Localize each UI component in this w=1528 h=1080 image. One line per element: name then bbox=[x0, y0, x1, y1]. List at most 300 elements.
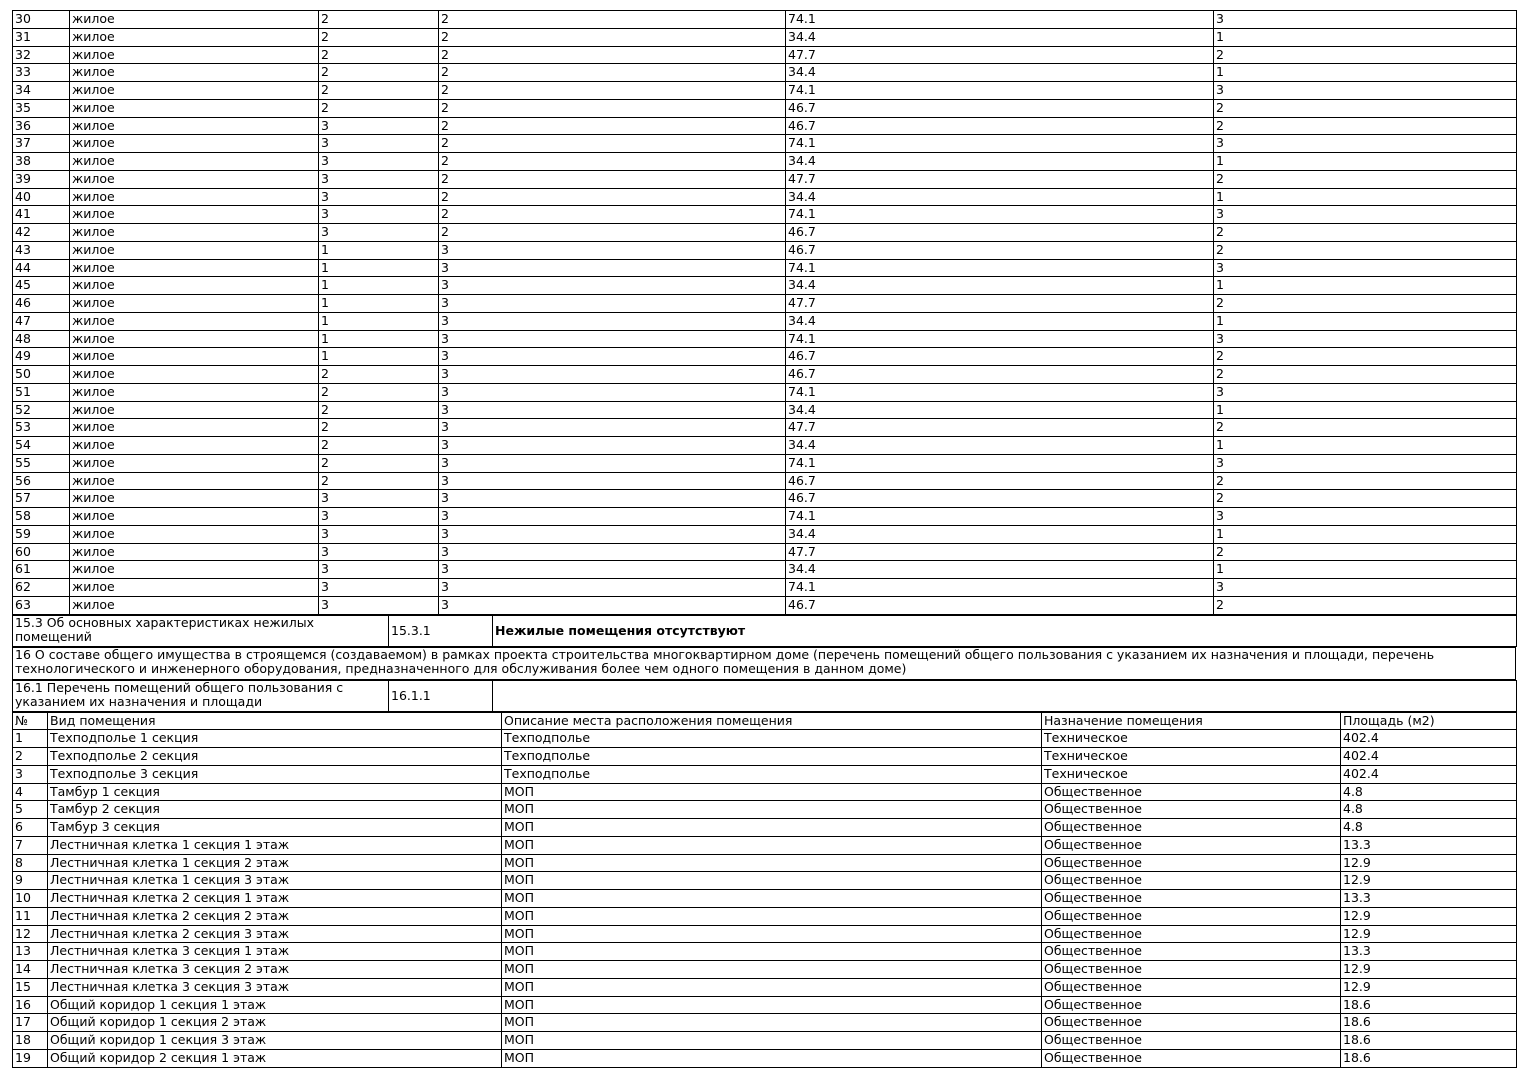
apartment-rooms: 3 bbox=[1214, 454, 1517, 472]
table-row bbox=[13, 330, 1517, 348]
table-row bbox=[13, 872, 1517, 890]
room-area: 13.3 bbox=[1341, 943, 1517, 961]
apartment-rooms: 2 bbox=[1214, 99, 1517, 117]
apartments-table-body bbox=[13, 11, 1517, 615]
room-number: 5 bbox=[13, 801, 48, 819]
apartment-section: 2 bbox=[319, 437, 439, 455]
room-type: Тамбур 2 секция bbox=[48, 801, 502, 819]
apartment-number: 50 bbox=[13, 366, 70, 384]
apartment-area: 34.4 bbox=[786, 561, 1214, 579]
apartment-section: 2 bbox=[319, 454, 439, 472]
apartment-section: 3 bbox=[319, 596, 439, 614]
apartment-floor: 3 bbox=[439, 330, 786, 348]
table-row bbox=[13, 1014, 1517, 1032]
apartment-rooms: 3 bbox=[1214, 259, 1517, 277]
room-number: 3 bbox=[13, 765, 48, 783]
room-purpose: Общественное bbox=[1042, 890, 1341, 908]
apartment-floor: 3 bbox=[439, 561, 786, 579]
table-row bbox=[13, 579, 1517, 597]
apartment-section: 3 bbox=[319, 508, 439, 526]
apartment-area: 74.1 bbox=[786, 579, 1214, 597]
apartment-area: 74.1 bbox=[786, 11, 1214, 29]
apartment-number: 32 bbox=[13, 46, 70, 64]
table-row bbox=[13, 99, 1517, 117]
table-row bbox=[13, 348, 1517, 366]
table-row bbox=[13, 28, 1517, 46]
apartment-number: 57 bbox=[13, 490, 70, 508]
apartment-area: 74.1 bbox=[786, 508, 1214, 526]
apartment-purpose: жилое bbox=[70, 454, 319, 472]
apartment-floor: 3 bbox=[439, 454, 786, 472]
room-location: МОП bbox=[502, 1049, 1042, 1067]
room-area: 18.6 bbox=[1341, 1049, 1517, 1067]
apartment-number: 58 bbox=[13, 508, 70, 526]
apartment-floor: 2 bbox=[439, 153, 786, 171]
room-purpose: Общественное bbox=[1042, 1032, 1341, 1050]
apartment-area: 74.1 bbox=[786, 454, 1214, 472]
common-rooms-header-row bbox=[13, 712, 1517, 730]
table-row bbox=[13, 907, 1517, 925]
apartment-purpose: жилое bbox=[70, 117, 319, 135]
header-area: Площадь (м2) bbox=[1341, 712, 1517, 730]
room-number: 4 bbox=[13, 783, 48, 801]
room-purpose: Техническое bbox=[1042, 748, 1341, 766]
section-15-3-label: 15.3 Об основных характеристиках нежилых помещений bbox=[13, 615, 389, 646]
room-purpose: Общественное bbox=[1042, 836, 1341, 854]
room-area: 18.6 bbox=[1341, 1014, 1517, 1032]
apartment-floor: 3 bbox=[439, 277, 786, 295]
table-row bbox=[13, 543, 1517, 561]
apartment-floor: 3 bbox=[439, 525, 786, 543]
apartment-area: 34.4 bbox=[786, 28, 1214, 46]
apartment-rooms: 2 bbox=[1214, 295, 1517, 313]
apartment-floor: 3 bbox=[439, 508, 786, 526]
apartment-rooms: 1 bbox=[1214, 561, 1517, 579]
table-row bbox=[13, 454, 1517, 472]
room-number: 14 bbox=[13, 961, 48, 979]
apartment-purpose: жилое bbox=[70, 366, 319, 384]
apartment-area: 46.7 bbox=[786, 241, 1214, 259]
apartment-rooms: 2 bbox=[1214, 241, 1517, 259]
apartment-section: 1 bbox=[319, 259, 439, 277]
apartment-purpose: жилое bbox=[70, 579, 319, 597]
table-row bbox=[13, 135, 1517, 153]
apartment-purpose: жилое bbox=[70, 188, 319, 206]
room-location: МОП bbox=[502, 1032, 1042, 1050]
apartment-number: 34 bbox=[13, 82, 70, 100]
apartment-rooms: 3 bbox=[1214, 383, 1517, 401]
room-location: МОП bbox=[502, 978, 1042, 996]
room-type: Общий коридор 2 секция 1 этаж bbox=[48, 1049, 502, 1067]
apartment-purpose: жилое bbox=[70, 543, 319, 561]
apartment-area: 46.7 bbox=[786, 596, 1214, 614]
room-number: 12 bbox=[13, 925, 48, 943]
apartment-section: 3 bbox=[319, 153, 439, 171]
table-row bbox=[13, 748, 1517, 766]
apartment-floor: 3 bbox=[439, 419, 786, 437]
apartment-section: 2 bbox=[319, 401, 439, 419]
apartment-area: 34.4 bbox=[786, 153, 1214, 171]
apartment-number: 31 bbox=[13, 28, 70, 46]
apartment-area: 46.7 bbox=[786, 472, 1214, 490]
apartment-number: 41 bbox=[13, 206, 70, 224]
apartment-purpose: жилое bbox=[70, 241, 319, 259]
table-row bbox=[13, 188, 1517, 206]
room-type: Лестничная клетка 2 секция 2 этаж bbox=[48, 907, 502, 925]
apartment-section: 2 bbox=[319, 419, 439, 437]
room-area: 4.8 bbox=[1341, 801, 1517, 819]
table-row bbox=[13, 419, 1517, 437]
apartment-rooms: 1 bbox=[1214, 64, 1517, 82]
common-rooms-table-body bbox=[13, 730, 1517, 1067]
apartment-number: 44 bbox=[13, 259, 70, 277]
apartment-purpose: жилое bbox=[70, 99, 319, 117]
table-row bbox=[13, 206, 1517, 224]
apartment-section: 3 bbox=[319, 490, 439, 508]
apartment-section: 2 bbox=[319, 64, 439, 82]
apartment-number: 30 bbox=[13, 11, 70, 29]
apartment-rooms: 2 bbox=[1214, 46, 1517, 64]
table-row bbox=[13, 836, 1517, 854]
apartment-purpose: жилое bbox=[70, 46, 319, 64]
apartment-section: 1 bbox=[319, 295, 439, 313]
apartment-area: 74.1 bbox=[786, 135, 1214, 153]
apartment-section: 1 bbox=[319, 277, 439, 295]
table-row bbox=[13, 117, 1517, 135]
room-type: Тамбур 3 секция bbox=[48, 819, 502, 837]
room-number: 11 bbox=[13, 907, 48, 925]
table-row bbox=[13, 82, 1517, 100]
room-number: 7 bbox=[13, 836, 48, 854]
apartment-floor: 3 bbox=[439, 596, 786, 614]
apartment-rooms: 1 bbox=[1214, 188, 1517, 206]
room-number: 16 bbox=[13, 996, 48, 1014]
apartment-rooms: 1 bbox=[1214, 401, 1517, 419]
header-purpose: Назначение помещения bbox=[1042, 712, 1341, 730]
apartment-rooms: 1 bbox=[1214, 277, 1517, 295]
table-row bbox=[13, 383, 1517, 401]
room-location: МОП bbox=[502, 890, 1042, 908]
apartment-rooms: 3 bbox=[1214, 206, 1517, 224]
table-row bbox=[13, 925, 1517, 943]
apartment-purpose: жилое bbox=[70, 490, 319, 508]
apartment-purpose: жилое bbox=[70, 330, 319, 348]
apartment-purpose: жилое bbox=[70, 401, 319, 419]
apartment-purpose: жилое bbox=[70, 135, 319, 153]
apartment-number: 42 bbox=[13, 224, 70, 242]
apartment-area: 74.1 bbox=[786, 383, 1214, 401]
apartment-number: 52 bbox=[13, 401, 70, 419]
apartment-floor: 3 bbox=[439, 383, 786, 401]
apartment-rooms: 3 bbox=[1214, 135, 1517, 153]
apartment-area: 46.7 bbox=[786, 99, 1214, 117]
table-row bbox=[13, 765, 1517, 783]
apartment-number: 46 bbox=[13, 295, 70, 313]
apartment-floor: 3 bbox=[439, 490, 786, 508]
apartment-floor: 2 bbox=[439, 224, 786, 242]
apartment-floor: 3 bbox=[439, 579, 786, 597]
apartment-number: 33 bbox=[13, 64, 70, 82]
room-purpose: Общественное bbox=[1042, 1049, 1341, 1067]
table-row bbox=[13, 490, 1517, 508]
header-number: № bbox=[13, 712, 48, 730]
room-area: 13.3 bbox=[1341, 836, 1517, 854]
apartment-number: 60 bbox=[13, 543, 70, 561]
apartment-purpose: жилое bbox=[70, 561, 319, 579]
table-row bbox=[13, 241, 1517, 259]
room-purpose: Общественное bbox=[1042, 943, 1341, 961]
apartment-section: 3 bbox=[319, 224, 439, 242]
apartment-area: 74.1 bbox=[786, 330, 1214, 348]
apartment-purpose: жилое bbox=[70, 348, 319, 366]
apartment-area: 46.7 bbox=[786, 348, 1214, 366]
apartment-number: 40 bbox=[13, 188, 70, 206]
room-area: 12.9 bbox=[1341, 978, 1517, 996]
room-type: Техподполье 2 секция bbox=[48, 748, 502, 766]
table-row bbox=[13, 1032, 1517, 1050]
apartment-number: 43 bbox=[13, 241, 70, 259]
apartment-number: 62 bbox=[13, 579, 70, 597]
section-16-text: 16 О составе общего имущества в строящемся (создаваемом) в рамках проекта строительства многоквартирном доме (перечень помещений общего пользования с указанием их назначения и площади, перечень технологического и инженерного оборудования, предназначенного для обслуживания более чем одного помещения в данном доме) bbox=[13, 647, 1516, 679]
room-number: 13 bbox=[13, 943, 48, 961]
table-row bbox=[13, 224, 1517, 242]
apartment-rooms: 2 bbox=[1214, 419, 1517, 437]
apartment-number: 53 bbox=[13, 419, 70, 437]
apartment-section: 3 bbox=[319, 543, 439, 561]
room-type: Техподполье 1 секция bbox=[48, 730, 502, 748]
apartment-area: 74.1 bbox=[786, 259, 1214, 277]
apartment-purpose: жилое bbox=[70, 596, 319, 614]
apartment-section: 3 bbox=[319, 525, 439, 543]
apartment-area: 47.7 bbox=[786, 543, 1214, 561]
apartment-section: 3 bbox=[319, 170, 439, 188]
apartment-floor: 3 bbox=[439, 259, 786, 277]
apartment-rooms: 3 bbox=[1214, 82, 1517, 100]
apartment-rooms: 2 bbox=[1214, 117, 1517, 135]
room-area: 402.4 bbox=[1341, 730, 1517, 748]
room-purpose: Общественное bbox=[1042, 961, 1341, 979]
room-location: МОП bbox=[502, 996, 1042, 1014]
room-number: 9 bbox=[13, 872, 48, 890]
table-row bbox=[13, 996, 1517, 1014]
apartment-section: 2 bbox=[319, 366, 439, 384]
room-purpose: Техническое bbox=[1042, 730, 1341, 748]
table-row bbox=[13, 401, 1517, 419]
apartment-area: 34.4 bbox=[786, 401, 1214, 419]
apartment-area: 34.4 bbox=[786, 437, 1214, 455]
section-16-1-value bbox=[493, 680, 1517, 711]
apartment-section: 2 bbox=[319, 28, 439, 46]
room-number: 18 bbox=[13, 1032, 48, 1050]
room-number: 2 bbox=[13, 748, 48, 766]
table-row bbox=[13, 437, 1517, 455]
table-row bbox=[13, 943, 1517, 961]
room-area: 402.4 bbox=[1341, 748, 1517, 766]
section-15-3-table bbox=[12, 615, 1517, 647]
room-location: МОП bbox=[502, 1014, 1042, 1032]
apartment-number: 51 bbox=[13, 383, 70, 401]
table-row bbox=[13, 596, 1517, 614]
apartment-number: 39 bbox=[13, 170, 70, 188]
apartment-section: 3 bbox=[319, 135, 439, 153]
apartment-floor: 3 bbox=[439, 366, 786, 384]
apartment-section: 2 bbox=[319, 11, 439, 29]
room-area: 12.9 bbox=[1341, 872, 1517, 890]
room-type: Общий коридор 1 секция 2 этаж bbox=[48, 1014, 502, 1032]
apartment-number: 45 bbox=[13, 277, 70, 295]
table-row bbox=[13, 561, 1517, 579]
apartment-rooms: 2 bbox=[1214, 366, 1517, 384]
table-row bbox=[13, 312, 1517, 330]
table-row bbox=[13, 472, 1517, 490]
apartment-number: 48 bbox=[13, 330, 70, 348]
apartment-purpose: жилое bbox=[70, 28, 319, 46]
table-row bbox=[13, 890, 1517, 908]
apartment-area: 34.4 bbox=[786, 277, 1214, 295]
apartment-number: 35 bbox=[13, 99, 70, 117]
room-purpose: Общественное bbox=[1042, 1014, 1341, 1032]
room-purpose: Общественное bbox=[1042, 854, 1341, 872]
header-location: Описание места расположения помещения bbox=[502, 712, 1042, 730]
section-16-table bbox=[12, 647, 1516, 680]
room-area: 18.6 bbox=[1341, 1032, 1517, 1050]
apartment-rooms: 2 bbox=[1214, 472, 1517, 490]
apartment-section: 3 bbox=[319, 579, 439, 597]
section-16-1-label: 16.1 Перечень помещений общего пользования с указанием их назначения и площади bbox=[13, 680, 389, 711]
apartment-floor: 3 bbox=[439, 295, 786, 313]
apartment-floor: 2 bbox=[439, 99, 786, 117]
room-area: 18.6 bbox=[1341, 996, 1517, 1014]
room-purpose: Общественное bbox=[1042, 996, 1341, 1014]
room-number: 1 bbox=[13, 730, 48, 748]
room-area: 402.4 bbox=[1341, 765, 1517, 783]
table-row bbox=[13, 11, 1517, 29]
room-purpose: Техническое bbox=[1042, 765, 1341, 783]
table-row bbox=[13, 277, 1517, 295]
room-purpose: Общественное bbox=[1042, 925, 1341, 943]
apartment-floor: 3 bbox=[439, 401, 786, 419]
section-15-3-row bbox=[13, 615, 1517, 646]
apartment-purpose: жилое bbox=[70, 153, 319, 171]
apartment-section: 1 bbox=[319, 348, 439, 366]
apartment-rooms: 3 bbox=[1214, 11, 1517, 29]
room-number: 17 bbox=[13, 1014, 48, 1032]
apartment-number: 36 bbox=[13, 117, 70, 135]
room-type: Техподполье 3 секция bbox=[48, 765, 502, 783]
apartment-area: 74.1 bbox=[786, 206, 1214, 224]
room-number: 19 bbox=[13, 1049, 48, 1067]
table-row bbox=[13, 961, 1517, 979]
apartment-floor: 2 bbox=[439, 188, 786, 206]
apartment-section: 3 bbox=[319, 206, 439, 224]
apartment-section: 1 bbox=[319, 241, 439, 259]
apartment-rooms: 1 bbox=[1214, 525, 1517, 543]
apartment-section: 3 bbox=[319, 117, 439, 135]
apartment-purpose: жилое bbox=[70, 525, 319, 543]
room-location: МОП bbox=[502, 836, 1042, 854]
apartment-rooms: 3 bbox=[1214, 579, 1517, 597]
apartment-number: 38 bbox=[13, 153, 70, 171]
apartment-number: 63 bbox=[13, 596, 70, 614]
room-location: МОП bbox=[502, 943, 1042, 961]
apartment-number: 49 bbox=[13, 348, 70, 366]
apartment-purpose: жилое bbox=[70, 224, 319, 242]
apartment-floor: 3 bbox=[439, 312, 786, 330]
section-15-3-code: 15.3.1 bbox=[389, 615, 493, 646]
table-row bbox=[13, 525, 1517, 543]
apartment-area: 47.7 bbox=[786, 170, 1214, 188]
section-16-1-row bbox=[13, 680, 1517, 711]
section-15-3-value: Нежилые помещения отсутствуют bbox=[493, 615, 1517, 646]
apartment-floor: 2 bbox=[439, 135, 786, 153]
apartment-floor: 2 bbox=[439, 206, 786, 224]
room-type: Лестничная клетка 2 секция 1 этаж bbox=[48, 890, 502, 908]
document-page bbox=[12, 10, 1516, 1068]
apartment-rooms: 1 bbox=[1214, 312, 1517, 330]
room-type: Общий коридор 1 секция 1 этаж bbox=[48, 996, 502, 1014]
apartment-area: 46.7 bbox=[786, 224, 1214, 242]
apartment-number: 37 bbox=[13, 135, 70, 153]
room-location: МОП bbox=[502, 783, 1042, 801]
room-purpose: Общественное bbox=[1042, 801, 1341, 819]
apartment-rooms: 1 bbox=[1214, 28, 1517, 46]
room-purpose: Общественное bbox=[1042, 819, 1341, 837]
apartment-number: 56 bbox=[13, 472, 70, 490]
room-type: Лестничная клетка 3 секция 2 этаж bbox=[48, 961, 502, 979]
apartment-section: 2 bbox=[319, 472, 439, 490]
table-row bbox=[13, 64, 1517, 82]
room-location: МОП bbox=[502, 819, 1042, 837]
apartment-floor: 3 bbox=[439, 543, 786, 561]
apartment-floor: 2 bbox=[439, 28, 786, 46]
room-number: 15 bbox=[13, 978, 48, 996]
apartment-floor: 2 bbox=[439, 170, 786, 188]
room-location: МОП bbox=[502, 961, 1042, 979]
apartment-purpose: жилое bbox=[70, 295, 319, 313]
room-location: Техподполье bbox=[502, 730, 1042, 748]
room-area: 12.9 bbox=[1341, 961, 1517, 979]
apartment-area: 46.7 bbox=[786, 490, 1214, 508]
apartment-section: 1 bbox=[319, 312, 439, 330]
apartment-rooms: 3 bbox=[1214, 330, 1517, 348]
room-type: Лестничная клетка 1 секция 1 этаж bbox=[48, 836, 502, 854]
apartment-section: 1 bbox=[319, 330, 439, 348]
room-purpose: Общественное bbox=[1042, 783, 1341, 801]
table-row bbox=[13, 801, 1517, 819]
room-type: Тамбур 1 секция bbox=[48, 783, 502, 801]
table-row bbox=[13, 1049, 1517, 1067]
room-area: 12.9 bbox=[1341, 854, 1517, 872]
apartment-area: 47.7 bbox=[786, 419, 1214, 437]
room-type: Общий коридор 1 секция 3 этаж bbox=[48, 1032, 502, 1050]
apartment-section: 2 bbox=[319, 99, 439, 117]
apartment-rooms: 2 bbox=[1214, 170, 1517, 188]
apartment-section: 2 bbox=[319, 46, 439, 64]
room-location: МОП bbox=[502, 872, 1042, 890]
apartment-rooms: 1 bbox=[1214, 437, 1517, 455]
apartment-purpose: жилое bbox=[70, 277, 319, 295]
apartment-floor: 3 bbox=[439, 437, 786, 455]
room-location: МОП bbox=[502, 925, 1042, 943]
room-location: МОП bbox=[502, 907, 1042, 925]
apartments-table bbox=[12, 10, 1517, 615]
apartment-number: 47 bbox=[13, 312, 70, 330]
apartment-number: 54 bbox=[13, 437, 70, 455]
table-row bbox=[13, 819, 1517, 837]
room-type: Лестничная клетка 3 секция 1 этаж bbox=[48, 943, 502, 961]
table-row bbox=[13, 295, 1517, 313]
apartment-number: 61 bbox=[13, 561, 70, 579]
